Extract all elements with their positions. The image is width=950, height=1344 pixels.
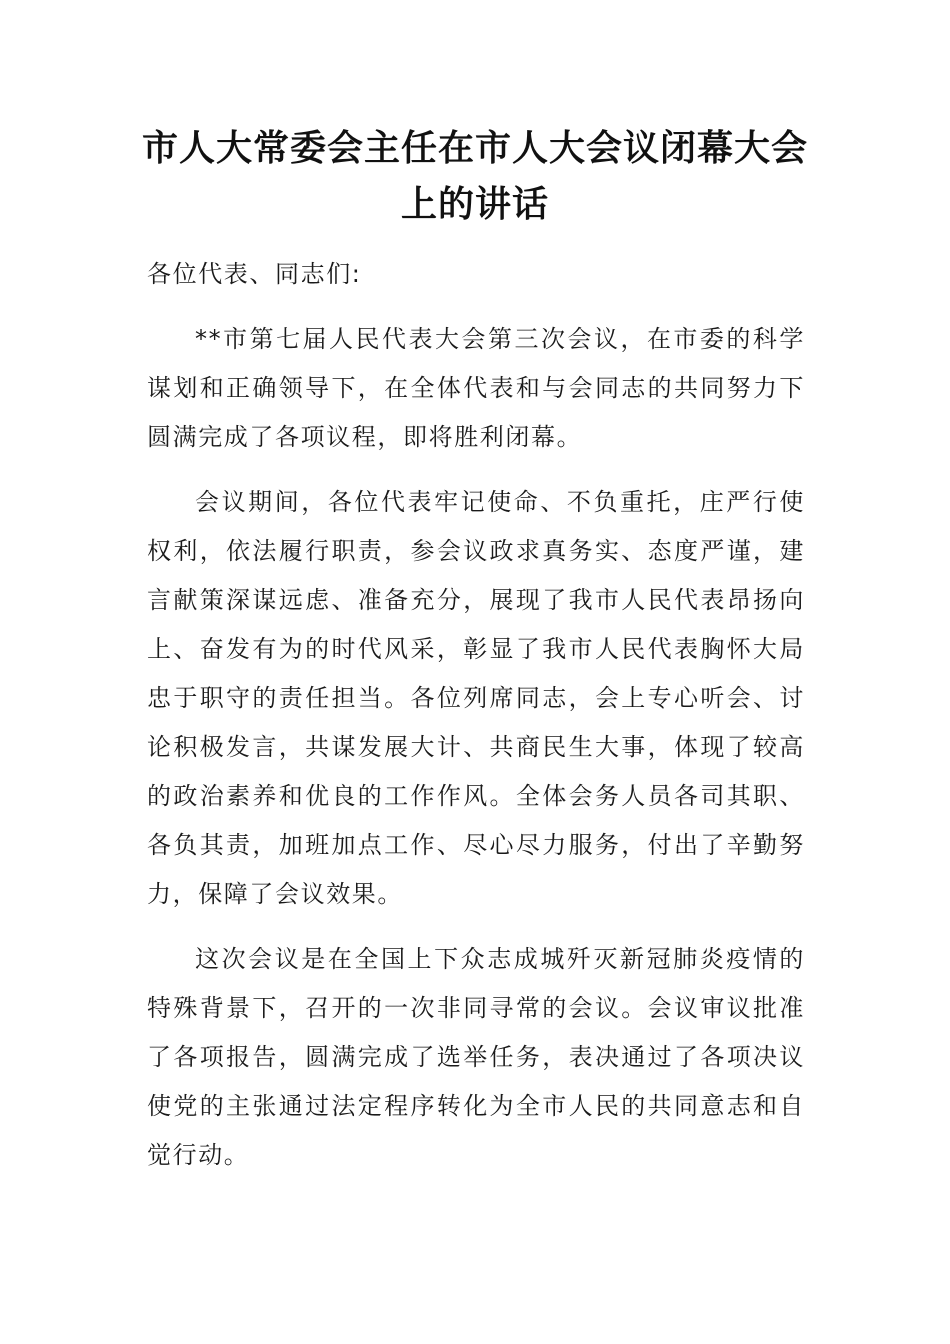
paragraph-meeting-period: 会议期间，各位代表牢记使命、不负重托，庄严行使权利，依法履行职责，参会议政求真务实、态度严谨，建言献策深谋远虑、准备充分，展现了我市人民代表昂扬向上、奋发有为的时代风采，彰显了我市人民代表胸怀大局忠于职守的责任担当。各位列席同志，会上专心听会、讨论积极发言，共谋发展大计、共商民生大事，体现了较高的政治素养和优良的工作作风。全体会务人员各司其职、各负其责，加班加点工作、尽心尽力服务，付出了辛勤努力，保障了会议效果。	[147, 488, 805, 908]
document-title: 市人大常委会主任在市人大会议闭幕大会上的讲话	[141, 127, 808, 225]
paragraph-meeting-significance: 这次会议是在全国上下众志成城歼灭新冠肺炎疫情的特殊背景下，召开的一次非同寻常的会议。会议审议批准了各项报告，圆满完成了选举任务，表决通过了各项决议使党的主张通过法定程序转化为全市人民的共同意志和自觉行动。	[147, 945, 805, 1169]
paragraph-opening: **市第七届人民代表大会第三次会议，在市委的科学谋划和正确领导下，在全体代表和与会同志的共同努力下圆满完成了各项议程，即将胜利闭幕。	[147, 325, 805, 451]
salutation: 各位代表、同志们:	[147, 260, 362, 288]
document-body	[147, 250, 805, 1196]
